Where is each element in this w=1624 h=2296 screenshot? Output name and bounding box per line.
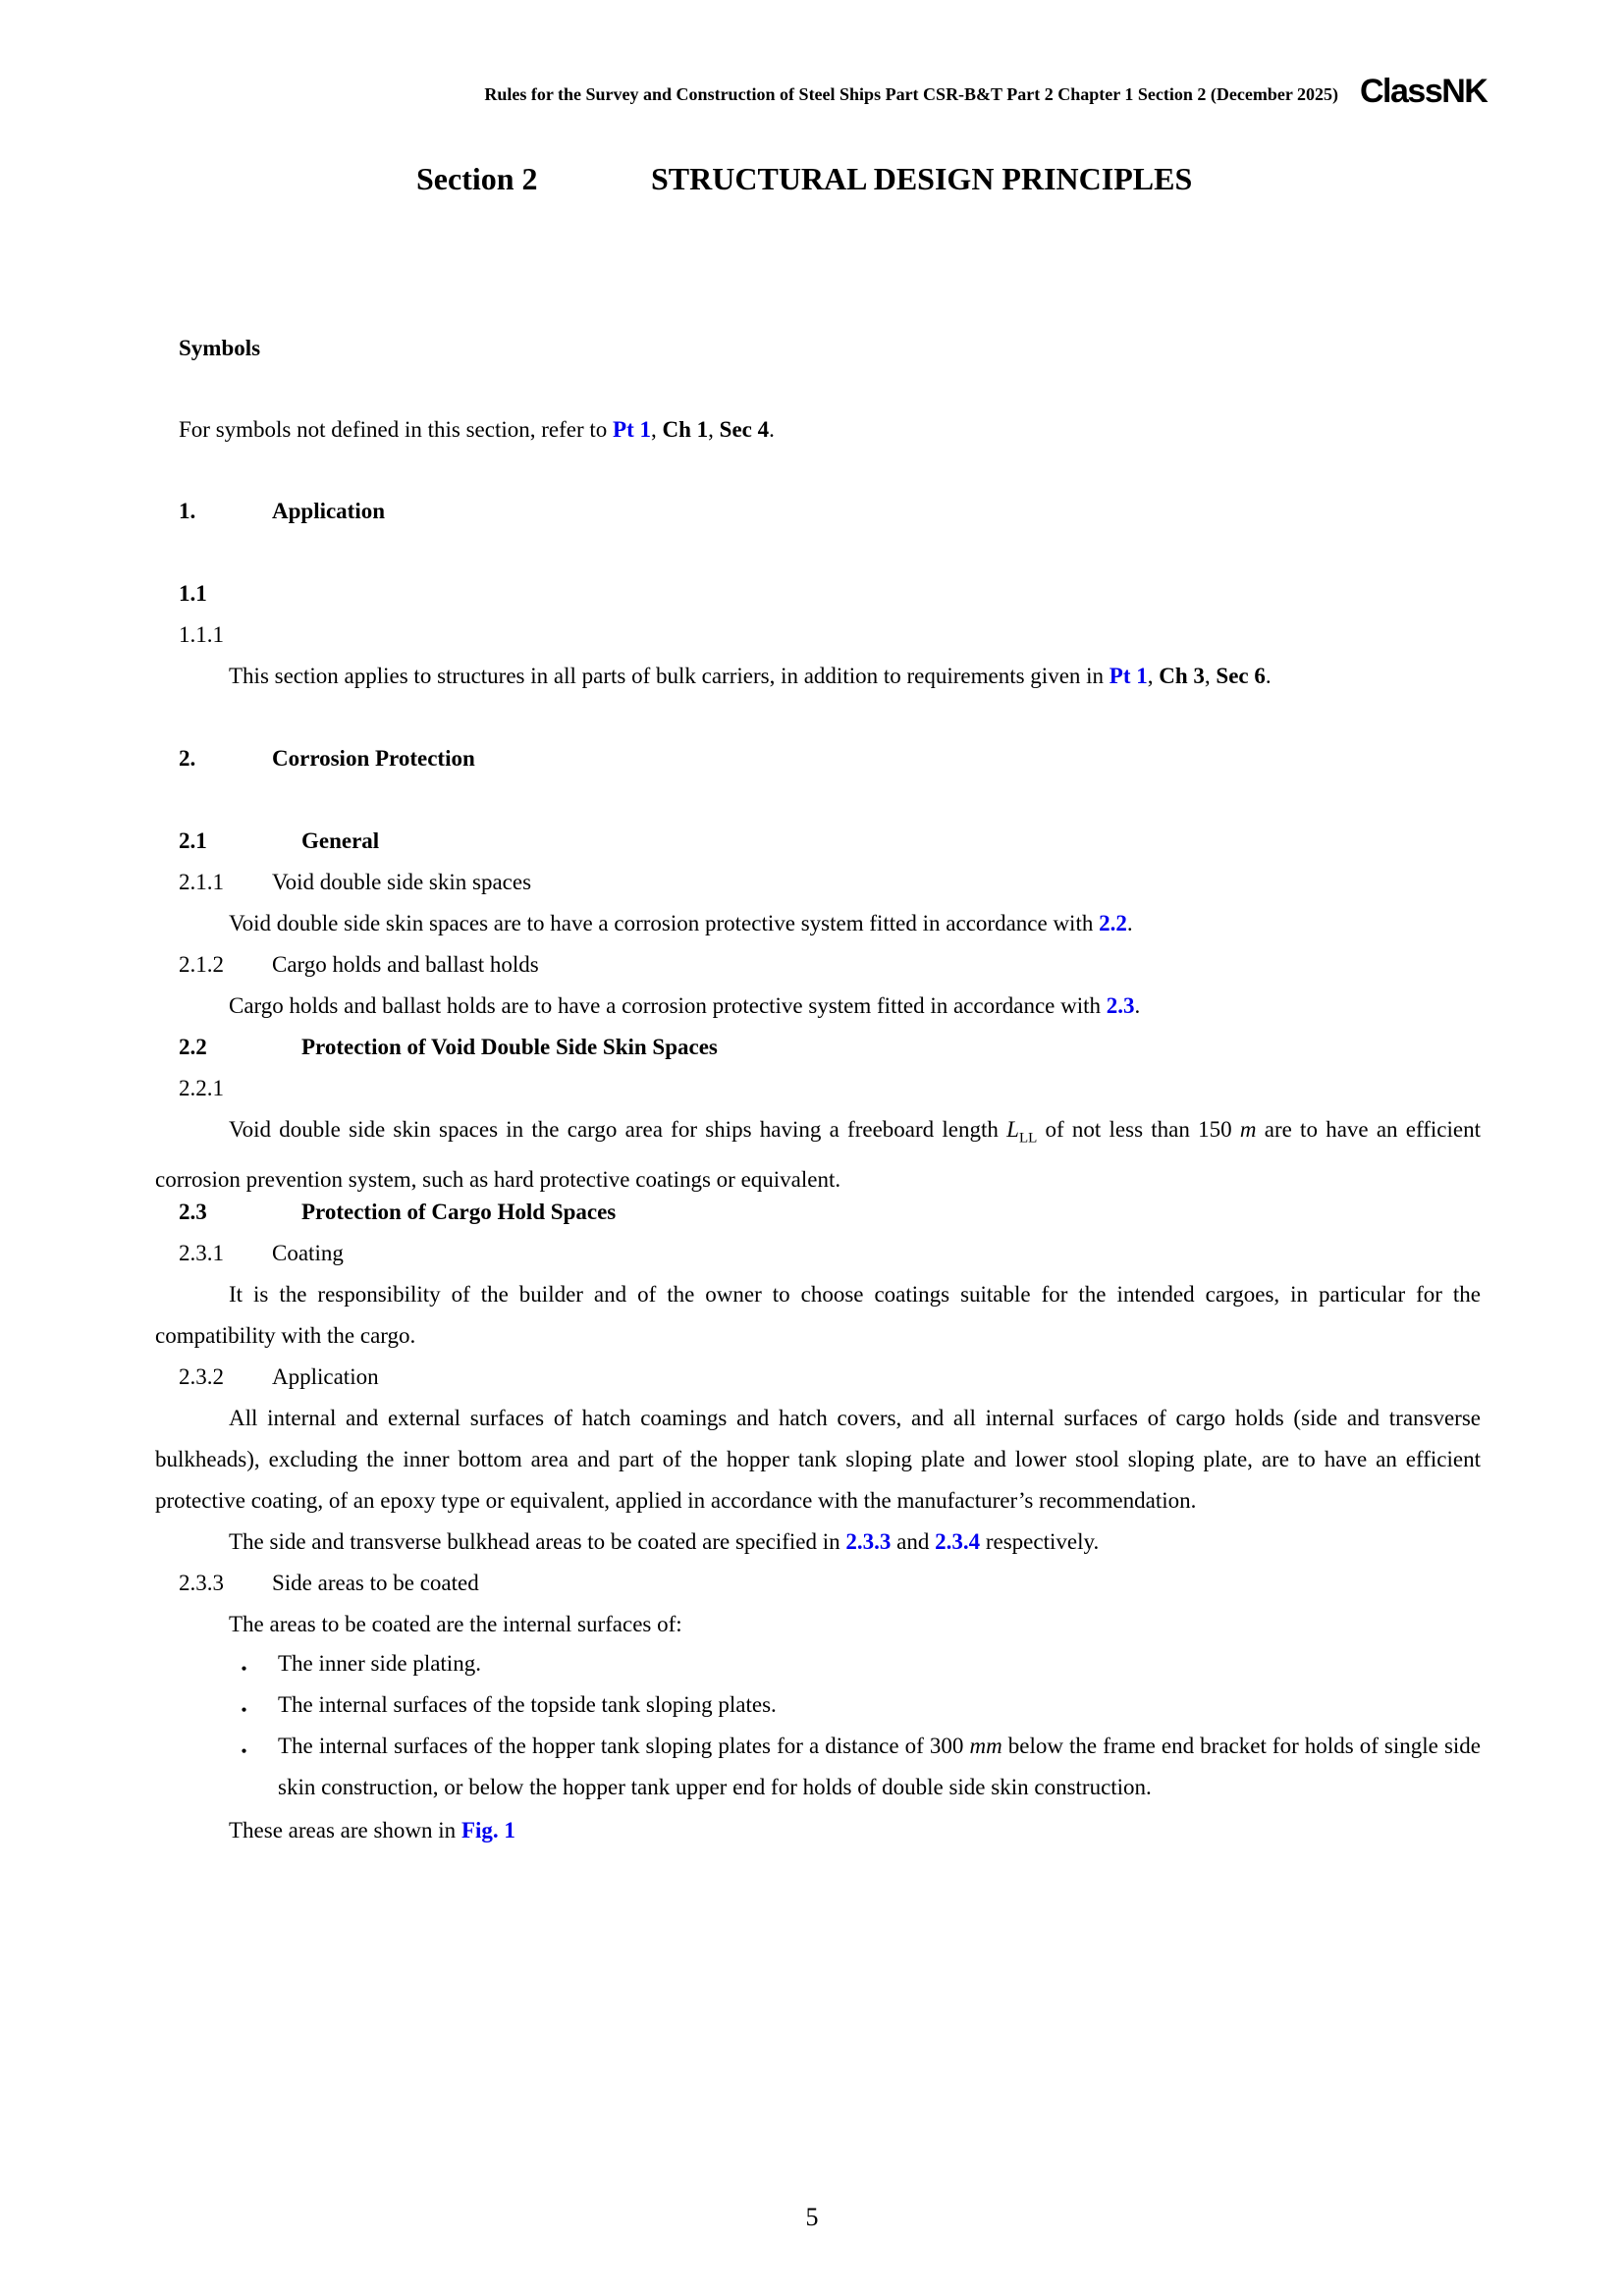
- heading-2-1-number: 2.1: [179, 828, 207, 853]
- period: .: [1265, 664, 1272, 688]
- item-2-1-1-number: 2.1.1: [179, 870, 224, 894]
- ref-sec6: Sec 6: [1216, 664, 1266, 688]
- heading-2-1-title: General: [301, 828, 380, 853]
- ref-sec4: Sec 4: [719, 417, 770, 442]
- item-2-2-1-text: [155, 1109, 1481, 1201]
- item-2-3-1-text: It is the responsibility of the builder and of the owner to choose coatings suitable for the intended cargoes, in particular for the compatibility with the cargo.: [155, 1282, 1481, 1348]
- link-2-3-3[interactable]: 2.3.3: [845, 1529, 892, 1554]
- item-2-1-2-text: [229, 993, 1140, 1019]
- heading-1-title: Application: [272, 499, 386, 523]
- bullet-marker: ・: [233, 1657, 255, 1682]
- heading-2-number: 2.: [179, 746, 196, 771]
- item-1-1-1-text: [229, 664, 1272, 689]
- symbols-text: For symbols not defined in this section, refer to: [179, 417, 614, 442]
- symbol-L: L: [1006, 1117, 1019, 1142]
- section-number: Section 2: [416, 161, 538, 196]
- ref-ch1: Ch 1: [662, 417, 709, 442]
- separator: ,: [1147, 664, 1160, 688]
- period: .: [769, 417, 775, 442]
- separator: ,: [708, 417, 720, 442]
- unit-m: m: [1239, 1117, 1257, 1142]
- bullet-marker: ・: [233, 1698, 255, 1723]
- heading-2-3-title: Protection of Cargo Hold Spaces: [301, 1200, 617, 1224]
- symbols-heading: Symbols: [179, 336, 261, 360]
- unit-mm: mm: [969, 1734, 1002, 1758]
- body-text: are to have an efficient corrosion prevention system, such as hard protective coatings or equivalent.: [155, 1117, 1482, 1192]
- item-2-3-1-title: Coating: [272, 1241, 344, 1265]
- section-title: STRUCTURAL DESIGN PRINCIPLES: [651, 161, 1193, 196]
- link-2-3[interactable]: 2.3: [1106, 993, 1135, 1018]
- item-2-1-1-text: [229, 911, 1133, 936]
- item-2-1-2-title: Cargo holds and ballast holds: [272, 952, 539, 977]
- body-text: Void double side skin spaces are to have a corrosion protective system fitted in accordance with: [229, 911, 1100, 935]
- item-2-3-3-intro: The areas to be coated are the internal surfaces of:: [229, 1612, 682, 1636]
- body-text: The internal surfaces of the hopper tank sloping plates for a distance of 300: [278, 1734, 970, 1758]
- item-1-1-1-number: 1.1.1: [179, 622, 224, 647]
- heading-2-2-number: 2.2: [179, 1035, 207, 1059]
- bullet-item-2: The internal surfaces of the topside tank sloping plates.: [278, 1692, 777, 1717]
- link-2-3-4[interactable]: 2.3.4: [935, 1529, 981, 1554]
- body-text: Cargo holds and ballast holds are to have a corrosion protective system fitted in accordance with: [229, 993, 1107, 1018]
- page-number: 5: [805, 2203, 819, 2231]
- heading-1-number: 1.: [179, 499, 196, 523]
- item-2-1-1-title: Void double side skin spaces: [272, 870, 532, 894]
- link-2-2[interactable]: 2.2: [1099, 911, 1127, 935]
- item-2-2-1-number: 2.2.1: [179, 1076, 224, 1100]
- item-2-3-3-outro: [229, 1818, 515, 1843]
- body-text: These areas are shown in: [229, 1818, 461, 1842]
- ref-ch3: Ch 3: [1159, 664, 1205, 688]
- heading-2-3-number: 2.3: [179, 1200, 207, 1224]
- item-2-1-2-number: 2.1.2: [179, 952, 224, 977]
- body-text: The side and transverse bulkhead areas to be coated are specified in: [229, 1529, 846, 1554]
- bullet-item-3: [278, 1726, 1481, 1808]
- item-2-3-2-number: 2.3.2: [179, 1364, 224, 1389]
- body-text: This section applies to structures in all parts of bulk carriers, in addition to requirements given in: [229, 664, 1110, 688]
- link-pt1[interactable]: Pt 1: [613, 417, 652, 442]
- separator: ,: [1204, 664, 1217, 688]
- symbols-paragraph: [179, 417, 775, 443]
- item-2-3-1-number: 2.3.1: [179, 1241, 224, 1265]
- body-text: below the frame end bracket for holds of single side skin construction, or below the hopper tank upper end for holds of double side skin construction.: [278, 1734, 1481, 1799]
- body-text: Void double side skin spaces in the cargo area for ships having a freeboard length: [229, 1117, 1007, 1142]
- bullet-item-1: The inner side plating.: [278, 1651, 481, 1676]
- item-2-3-3-title: Side areas to be coated: [272, 1571, 479, 1595]
- heading-2-title: Corrosion Protection: [272, 746, 475, 771]
- body-text: of not less than 150: [1037, 1117, 1240, 1142]
- body-text: and: [891, 1529, 936, 1554]
- running-header: Rules for the Survey and Construction of Steel Ships Part CSR-B&T Part 2 Chapter 1 Section 2 (December 2025): [484, 84, 1338, 104]
- link-pt1[interactable]: Pt 1: [1109, 664, 1148, 688]
- bullet-marker: ・: [233, 1739, 255, 1764]
- item-2-3-3-number: 2.3.3: [179, 1571, 224, 1595]
- symbol-subscript: LL: [1018, 1130, 1038, 1147]
- link-fig-1[interactable]: Fig. 1: [460, 1818, 515, 1842]
- item-2-3-2-text: All internal and external surfaces of hatch coamings and hatch covers, and all internal surfaces of cargo holds (side and transverse bulkheads), excluding the inner bottom area and part of the hopper tank sloping plate and lower stool sloping plate, are to have an efficient protective coating, of an epoxy type or equivalent, applied in accordance with the manufacturer’s recommendation.: [155, 1406, 1481, 1513]
- classnk-logo: ClassNK: [1360, 73, 1488, 110]
- period: .: [1126, 911, 1133, 935]
- item-2-3-2-text2: [229, 1529, 1099, 1555]
- item-2-3-2-title: Application: [272, 1364, 379, 1389]
- separator: ,: [651, 417, 663, 442]
- heading-2-2-title: Protection of Void Double Side Skin Spaces: [301, 1035, 718, 1059]
- body-text: respectively.: [980, 1529, 1100, 1554]
- heading-1-1-number: 1.1: [179, 581, 207, 606]
- period: .: [1134, 993, 1141, 1018]
